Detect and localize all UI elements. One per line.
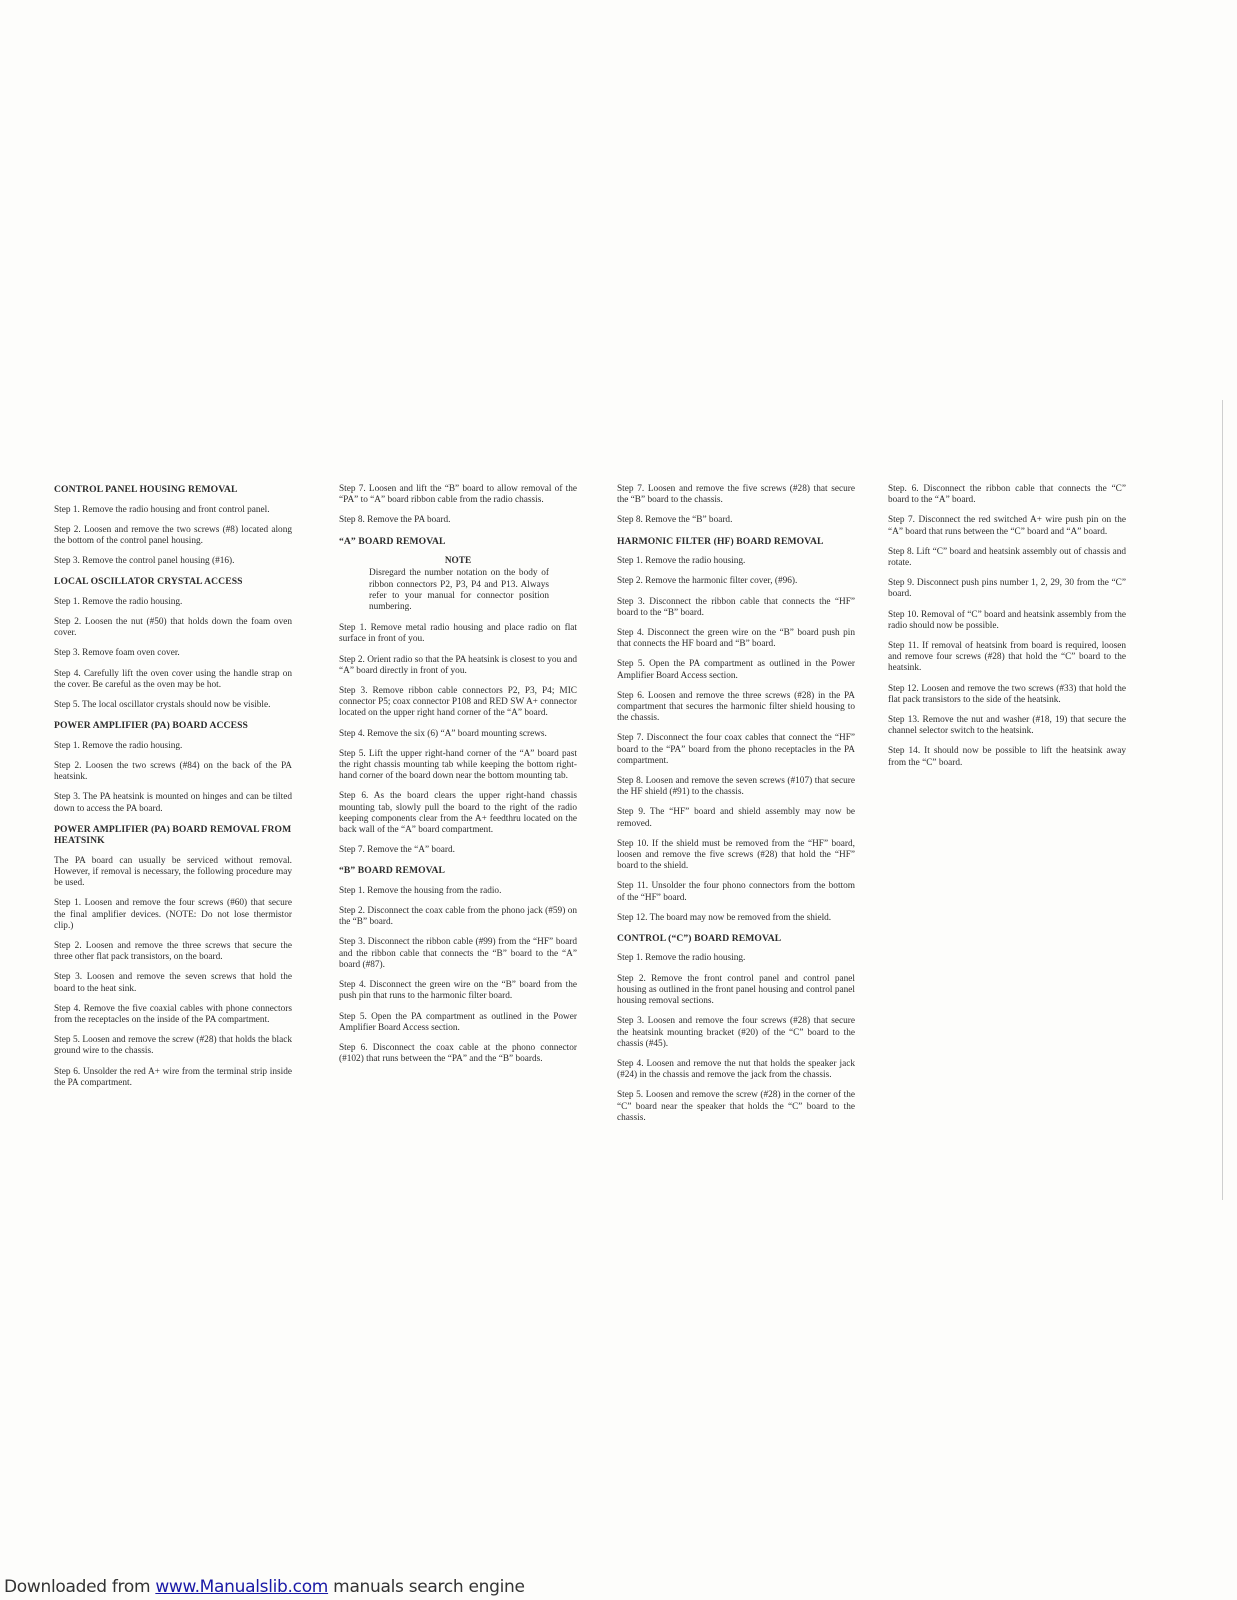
step-paragraph: Step 13. Remove the nut and washer (#18, 19) that secure the channel selector switch to the heatsink. <box>888 715 1126 737</box>
step-paragraph: Step 3. Loosen and remove the four screws (#28) that secure the heatsink mounting bracket (#20) of the “C” board to the chassis (#45). <box>617 1016 855 1049</box>
step-paragraph: Step 11. Unsolder the four phono connectors from the bottom of the “HF” board. <box>617 881 855 903</box>
step-paragraph: Step 1. Remove the radio housing. <box>54 740 183 751</box>
section-heading: CONTROL (“C”) BOARD REMOVAL <box>617 932 782 944</box>
section-heading: “B” BOARD REMOVAL <box>339 865 445 877</box>
step-paragraph: Step 6. Loosen and remove the three screws (#28) in the PA compartment that secures the harmonic filter shield housing to the chassis. <box>617 690 855 724</box>
step-paragraph: Step 5. Lift the upper right-hand corner of the “A” board past the right chassis mounting tab while keeping the bottom right-hand corner of the board down near the bottom mounting tab. <box>339 748 577 782</box>
step-paragraph: Step 5. Loosen and remove the screw (#28) that holds the black ground wire to the chassis. <box>54 1035 292 1057</box>
step-paragraph: Step 1. Remove the housing from the radio. <box>339 885 502 896</box>
step-paragraph: Step 2. Orient radio so that the PA heatsink is closest to you and “A” board directly in front of you. <box>339 654 577 676</box>
section-heading: CONTROL PANEL HOUSING REMOVAL <box>54 484 238 495</box>
step-paragraph: Step 5. Open the PA compartment as outlined in the Power Amplifier Board Access section. <box>617 659 855 681</box>
step-paragraph: Step 3. The PA heatsink is mounted on hinges and can be tilted down to access the PA board. <box>54 792 292 814</box>
step-paragraph: Step 5. Open the PA compartment as outlined in the Power Amplifier Board Access section. <box>339 1011 577 1033</box>
section-heading: LOCAL OSCILLATOR CRYSTAL ACCESS <box>54 576 243 588</box>
section-heading: “A” BOARD REMOVAL <box>339 535 446 547</box>
step-paragraph: Step 14. It should now be possible to lift the heatsink away from the “C” board. <box>888 746 1126 768</box>
step-paragraph: Step 8. Lift “C” board and heatsink assembly out of chassis and rotate. <box>888 546 1126 569</box>
step-paragraph: The PA board can usually be serviced without removal. However, if removal is necessary, the following procedure may be used. <box>54 855 292 889</box>
step-paragraph: Step 4. Carefully lift the oven cover using the handle strap on the cover. Be careful as the oven may be hot. <box>54 668 292 690</box>
step-paragraph: Step 5. The local oscillator crystals should now be visible. <box>54 700 271 711</box>
step-paragraph: Step 1. Remove metal radio housing and place radio on flat surface in front of you. <box>339 623 577 645</box>
manualslib-link[interactable]: www.Manualslib.com <box>155 1577 329 1597</box>
step-paragraph: Step 7. Loosen and lift the “B” board to allow removal of the “PA” to “A” board ribbon cable from the radio chassis. <box>339 484 577 506</box>
step-paragraph: Step 7. Disconnect the red switched A+ wire push pin on the “A” board that runs between the “C” board and “A” board. <box>888 515 1126 537</box>
step-paragraph: Step 12. Loosen and remove the two screws (#33) that hold the flat pack transistors to the side of the heatsink. <box>888 683 1126 705</box>
footer-prefix: Downloaded from <box>4 1577 156 1597</box>
step-paragraph: Step 3. Remove foam oven cover. <box>54 648 180 659</box>
step-paragraph: Step 2. Loosen and remove the three screws that secure the three other flat pack transistors, on the board. <box>54 940 292 963</box>
step-paragraph: Step 3. Disconnect the ribbon cable (#99) from the “HF” board and the ribbon cable that connects the “B” board to the “A” board (#87). <box>339 937 577 970</box>
step-paragraph: Step 2. Loosen and remove the two screws (#8) located along the bottom of the control panel housing. <box>54 524 292 546</box>
step-paragraph: Step 6. Unsolder the red A+ wire from the terminal strip inside the PA compartment. <box>54 1066 292 1088</box>
step-paragraph: Step 9. Disconnect push pins number 1, 2, 29, 30 from the “C” board. <box>888 578 1126 600</box>
step-paragraph: Step 7. Remove the “A” board. <box>339 845 455 856</box>
step-paragraph: Step 6. As the board clears the upper right-hand chassis mounting tab, slowly pull the board to the right of the radio keeping components clear from the A+ feedthru located on the back wall of the “A” board compartment. <box>339 791 577 835</box>
step-paragraph: Step 10. If the shield must be removed from the “HF” board, loosen and remove the five screws (#28) that hold the “HF” board to the shield. <box>617 838 855 872</box>
step-paragraph: Step 8. Remove the “B” board. <box>617 515 733 526</box>
step-paragraph: Step 8. Loosen and remove the seven screws (#107) that secure the HF shield (#91) to the chassis. <box>617 775 855 798</box>
step-paragraph: Step. 6. Disconnect the ribbon cable that connects the “C” board to the “A” board. <box>888 484 1126 506</box>
step-paragraph: Step 1. Remove the radio housing. <box>54 596 183 607</box>
step-paragraph: Step 11. If removal of heatsink from board is required, loosen and remove four screws (#28) that hold the “C” board to the heatsink. <box>888 641 1126 674</box>
step-paragraph: Step 1. Loosen and remove the four screws (#60) that secure the final amplifier devices. (NOTE: Do not lose thermistor clip.) <box>54 898 292 931</box>
section-heading: HARMONIC FILTER (HF) BOARD REMOVAL <box>617 535 824 547</box>
step-paragraph: Step 4. Disconnect the green wire on the “B” board push pin that connects the HF board and “B” board. <box>617 627 855 650</box>
step-paragraph: Step 10. Removal of “C” board and heatsink assembly from the radio should now be possible. <box>888 609 1126 631</box>
step-paragraph: Step 2. Disconnect the coax cable from the phono jack (#59) on the “B” board. <box>339 906 577 928</box>
step-paragraph: Step 4. Remove the six (6) “A” board mounting screws. <box>339 728 547 739</box>
step-paragraph: Step 3. Disconnect the ribbon cable that connects the “HF” board to the “B” board. <box>617 596 855 618</box>
step-paragraph: Step 2. Loosen the nut (#50) that holds down the foam oven cover. <box>54 617 292 639</box>
step-paragraph: Step 4. Disconnect the green wire on the “B” board from the push pin that runs to the harmonic filter board. <box>339 980 577 1002</box>
step-paragraph: Step 7. Loosen and remove the five screws (#28) that secure the “B” board to the chassis. <box>617 484 855 506</box>
step-paragraph: Step 8. Remove the PA board. <box>339 515 451 526</box>
column-4 <box>888 484 1126 778</box>
step-paragraph: Step 3. Remove the control panel housing (#16). <box>54 556 235 567</box>
note-title: NOTE <box>444 556 472 567</box>
step-paragraph: Step 3. Loosen and remove the seven screws that hold the board to the heat sink. <box>54 972 292 994</box>
step-paragraph: Step 9. The “HF” board and shield assembly may now be removed. <box>617 807 855 829</box>
step-paragraph: Step 1. Remove the radio housing. <box>617 556 746 567</box>
section-heading: POWER AMPLIFIER (PA) BOARD REMOVAL FROM HEATSINK <box>54 823 292 847</box>
note-body: Disregard the number notation on the body of ribbon connectors P2, P3, P4 and P13. Always refer to your manual for connector position numbering. <box>369 568 549 612</box>
download-footer <box>4 1577 525 1597</box>
step-paragraph: Step 2. Remove the harmonic filter cover, (#96). <box>617 576 798 587</box>
step-paragraph: Step 6. Disconnect the coax cable at the phono connector (#102) that runs between the “PA” and the “B” boards. <box>339 1042 577 1065</box>
step-paragraph: Step 1. Remove the radio housing. <box>617 953 746 964</box>
section-heading: POWER AMPLIFIER (PA) BOARD ACCESS <box>54 720 248 732</box>
column-1 <box>54 484 292 1098</box>
step-paragraph: Step 5. Loosen and remove the screw (#28) in the corner of the “C” board near the speaker that holds the “C” board to the chassis. <box>617 1090 855 1123</box>
step-paragraph: Step 4. Remove the five coaxial cables with phone connectors from the receptacles on the inside of the PA compartment. <box>54 1003 292 1025</box>
step-paragraph: Step 2. Loosen the two screws (#84) on the back of the PA heatsink. <box>54 760 292 783</box>
step-paragraph: Step 4. Loosen and remove the nut that holds the speaker jack (#24) in the chassis and remove the jack from the chassis. <box>617 1058 855 1081</box>
step-paragraph: Step 7. Disconnect the four coax cables that connect the “HF” board to the “PA” board from the phono receptacles in the PA compartment. <box>617 733 855 766</box>
page-edge-divider <box>1222 400 1223 1200</box>
step-paragraph: Step 12. The board may now be removed from the shield. <box>617 912 832 923</box>
column-2 <box>339 484 577 1074</box>
step-paragraph: Step 3. Remove ribbon cable connectors P2, P3, P4; MIC connector P5; coax connector P108 and RED SW A+ connector located on the upper right hand corner of the “A” board. <box>339 685 577 719</box>
footer-suffix: manuals search engine <box>328 1577 525 1597</box>
column-3 <box>617 484 855 1133</box>
step-paragraph: Step 1. Remove the radio housing and front control panel. <box>54 504 270 515</box>
step-paragraph: Step 2. Remove the front control panel and control panel housing as outlined in the front panel housing and control panel housing removal sections. <box>617 973 855 1007</box>
